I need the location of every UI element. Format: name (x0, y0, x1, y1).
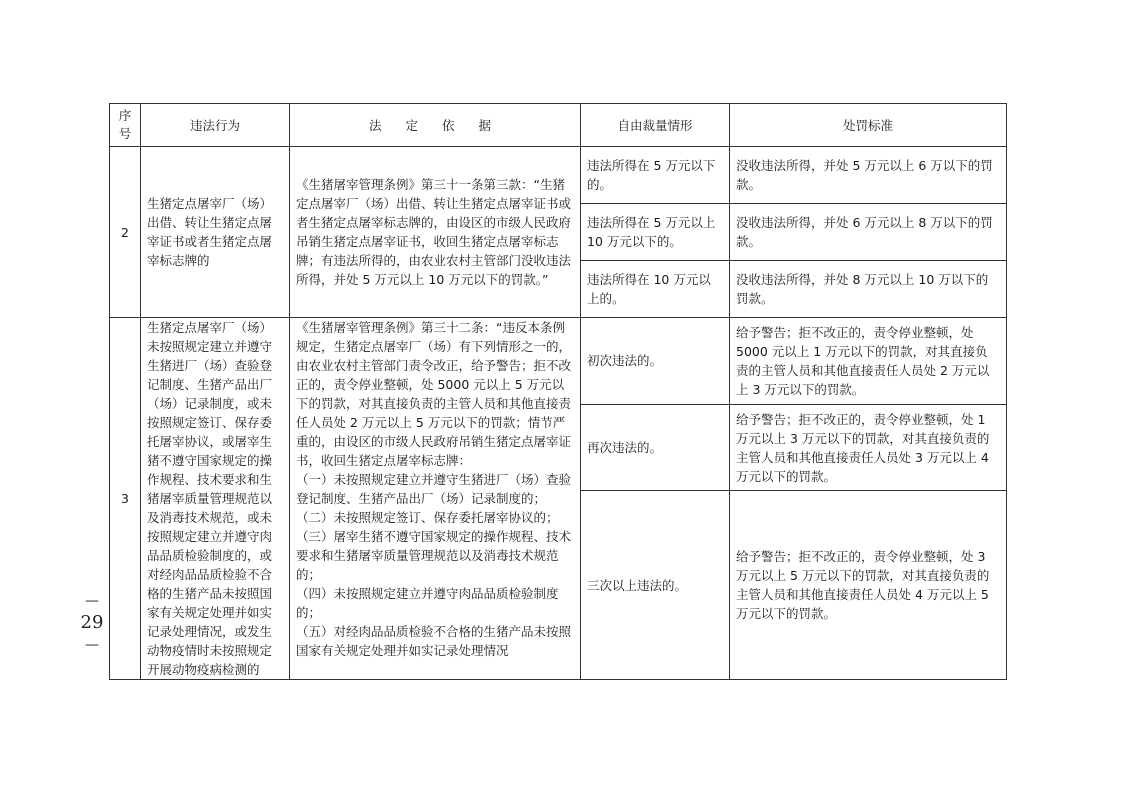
header-row (110, 104, 1007, 147)
header-behavior: 违法行为 (141, 104, 290, 147)
discretion-situation: 初次违法的。 (581, 318, 730, 405)
discretion-situation: 三次以上违法的。 (581, 491, 730, 680)
table-row (110, 147, 1007, 204)
penalty-standard: 没收违法所得，并处 8 万元以上 10 万以下的罚款。 (730, 261, 1007, 318)
page-number (76, 590, 108, 656)
legal-basis-item: （三）屠宰生猪不遵守国家规定的操作规程、技术要求和生猪屠宰质量管理规范以及消毒技术规范的； (296, 529, 572, 582)
penalty-table (109, 103, 1007, 680)
page-number-value: 29 (80, 612, 104, 633)
page-dash-bottom: — (85, 637, 99, 653)
penalty-standard: 给予警告；拒不改正的，责令停业整顿，处 3 万元以上 5 万元以下的罚款，对其直接负责的主管人员和其他直接责任人员处 4 万元以上 5 万元以下的罚款。 (730, 491, 1007, 680)
violation-behavior: 生猪定点屠宰厂（场）出借、转让生猪定点屠宰证书或者生猪定点屠宰标志牌的 (141, 147, 290, 318)
legal-basis: 《生猪屠宰管理条例》第三十一条第三款：“生猪定点屠宰厂（场）出借、转让生猪定点屠宰证书或者生猪定点屠宰标志牌的，由设区的市级人民政府吊销生猪定点屠宰证书，收回生猪定点屠宰标志牌；有违法所得的，由农业农村主管部门没收违法所得，并处 5 万元以上 10 万元以下的罚款。” (290, 147, 581, 318)
legal-basis-intro: 《生猪屠宰管理条例》第三十二条：“违反本条例规定，生猪定点屠宰厂（场）有下列情形之一的，由农业农村主管部门责令改正，给予警告；拒不改正的，责令停业整顿，处 5000 元以上 5 万元以下的罚款，对其直接负责的主管人员和其他直接责任人员处 2 万元以上 5 万元以下的罚款；情节严重的，由设区的市级人民政府吊销生猪定点屠宰证书，收回生猪定点屠宰标志牌： (296, 320, 572, 468)
legal-basis (290, 318, 581, 680)
discretion-situation: 违法所得在 5 万元以上 10 万元以下的。 (581, 204, 730, 261)
discretion-situation: 违法所得在 5 万元以下的。 (581, 147, 730, 204)
penalty-standard: 没收违法所得，并处 6 万元以上 8 万以下的罚款。 (730, 204, 1007, 261)
legal-basis-item: （二）未按照规定签订、保存委托屠宰协议的； (296, 510, 559, 525)
header-num: 序号 (110, 104, 141, 147)
violation-behavior: 生猪定点屠宰厂（场）未按照规定建立并遵守生猪进厂（场）查验登记制度、生猪产品出厂（场）记录制度，或未按照规定签订、保存委托屠宰协议，或屠宰生猪不遵守国家规定的操作规程、技术要求和生猪屠宰质量管理规范以及消毒技术规范，或未按照规定建立并遵守肉品品质检验制度的，或对经肉品品质检验不合格的生猪产品未按照国家有关规定处理并如实记录处理情况，或发生动物疫情时未按照规定开展动物疫病检测的 (141, 318, 290, 680)
row-number: 3 (110, 318, 141, 680)
table-row (110, 318, 1007, 405)
legal-basis-item: （一）未按照规定建立并遵守生猪进厂（场）查验登记制度、生猪产品出厂（场）记录制度的； (296, 472, 572, 506)
discretion-situation: 再次违法的。 (581, 404, 730, 491)
penalty-standard: 没收违法所得，并处 5 万元以上 6 万以下的罚款。 (730, 147, 1007, 204)
header-basis: 法 定 依 据 (290, 104, 581, 147)
header-penalty: 处罚标准 (730, 104, 1007, 147)
legal-basis-item: （四）未按照规定建立并遵守肉品品质检验制度的； (296, 586, 559, 620)
row-number: 2 (110, 147, 141, 318)
penalty-standard: 给予警告；拒不改正的，责令停业整顿，处 1 万元以上 3 万元以下的罚款，对其直接负责的主管人员和其他直接责任人员处 3 万元以上 4 万元以下的罚款。 (730, 404, 1007, 491)
page-dash-top: — (85, 593, 99, 609)
header-situation: 自由裁量情形 (581, 104, 730, 147)
penalty-standard: 给予警告；拒不改正的，责令停业整顿，处 5000 元以上 1 万元以下的罚款，对其直接负责的主管人员和其他直接责任人员处 2 万元以上 3 万元以下的罚款。 (730, 318, 1007, 405)
discretion-situation: 违法所得在 10 万元以上的。 (581, 261, 730, 318)
legal-basis-item: （五）对经肉品品质检验不合格的生猪产品未按照国家有关规定处理并如实记录处理情况 (296, 624, 572, 658)
